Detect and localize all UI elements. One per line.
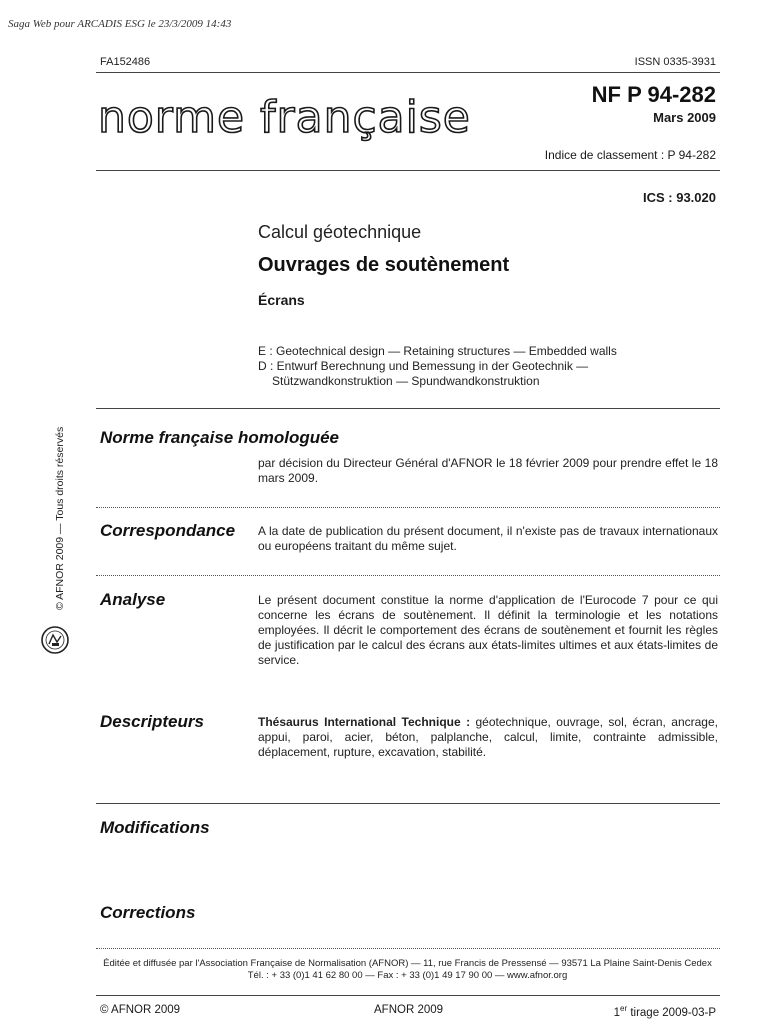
section-title-descripteurs: Descripteurs [100,712,204,731]
issn: ISSN 0335-3931 [634,56,716,68]
section-title-homologuee: Norme française homologuée [100,428,340,447]
document-part: Écrans [258,292,305,308]
publisher-name: AFNOR 2009 [374,1004,444,1016]
divider [96,948,720,949]
print-run-number: 1 [613,1006,620,1019]
german-title-line1: D : Entwurf Berechnung und Bemessung in der Geotechnik — [258,359,589,373]
standard-code: NF P 94-282 [591,82,716,107]
header-rule [96,72,720,73]
print-run [614,1004,716,1019]
section-title-correspondance: Correspondance [100,521,236,540]
print-run-text: tirage 2009-03-P [627,1006,716,1019]
divider [96,575,720,576]
english-title: E : Geotechnical design — Retaining structures — Embedded walls [258,344,617,358]
publisher-address: Éditée et diffusée par l'Association Française de Normalisation (AFNOR) — 11, rue Francis de Pressensé — 93571 La Plaine Saint-Denis Cedex [103,958,712,969]
publisher-contact: Tél. : + 33 (0)1 41 62 80 00 — Fax : + 33 (0)1 49 17 90 00 — www.afnor.org [247,970,568,981]
document-title: Calcul géotechnique [258,222,422,242]
ics-code: ICS : 93.020 [643,190,716,205]
section-text-analyse: Le présent document constitue la norme d'application de l'Eurocode 7 pour ce qui concerne les écrans de soutènement. Il définit la terminologie et les notations employées. Il décrit le comportement des écrans de soutènement et fournit les règles de justification par le calcul des écrans aux états-limites ultimes et aux états-limites de service. [258,593,718,667]
document-reference: FA152486 [100,56,151,68]
rights-reserved-text: © AFNOR 2009 — Tous droits réservés [54,426,66,610]
section-text-descripteurs [258,715,718,760]
footer-rule [96,995,720,996]
divider [96,408,720,409]
section-text-homologuee: par décision du Directeur Général d'AFNOR le 18 février 2009 pour prendre effet le 18 mars 2009. [258,456,718,485]
download-stamp: Saga Web pour ARCADIS ESG le 23/3/2009 14:43 [8,18,232,30]
publication-date: Mars 2009 [653,110,716,125]
section-title-modifications: Modifications [100,818,210,837]
descripteurs-lead: Thésaurus International Technique : [258,715,471,729]
afnor-seal-icon [40,625,70,660]
copyright: © AFNOR 2009 [100,1004,181,1016]
classification-index: Indice de classement : P 94-282 [544,148,716,162]
divider [96,507,720,508]
german-title-line2: Stützwandkonstruktion — Spundwandkonstruktion [272,374,540,388]
section-text-correspondance: A la date de publication du présent document, il n'existe pas de travaux internationaux ou européens traitant du même sujet. [258,524,718,553]
print-run-ordinal: er [620,1004,628,1013]
descripteurs-keywords: géotechnique, ouvrage, sol, écran, ancrage, appui, paroi, acier, béton, palplanche, calcul, limite, contrainte admissible, déplacement, rupture, excavation, stabilité. [258,715,718,759]
section-title-analyse: Analyse [100,590,166,609]
brand-logo-text: norme française [98,92,471,143]
divider [96,803,720,804]
divider [96,170,720,171]
document-subtitle: Ouvrages de soutènement [258,254,510,276]
section-title-corrections: Corrections [100,903,196,922]
